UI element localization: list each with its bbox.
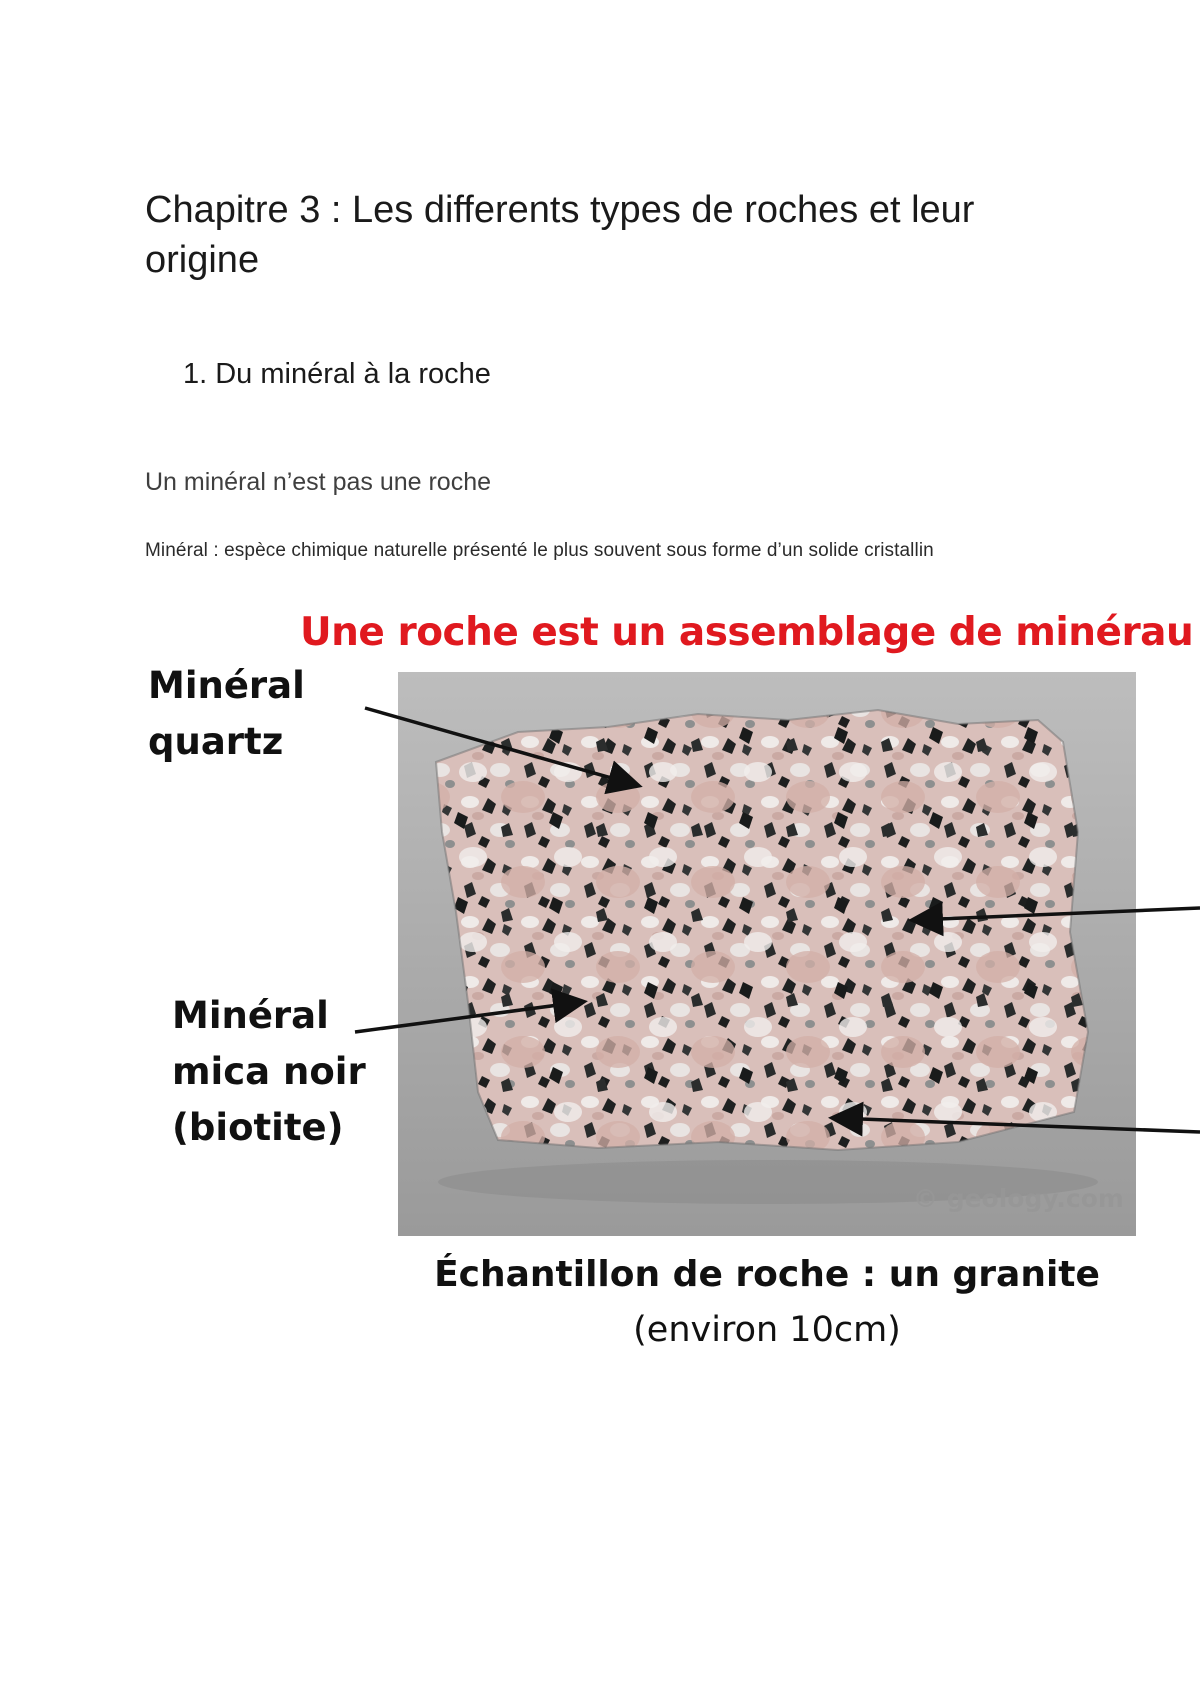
label-mica-line1: Minéral bbox=[172, 994, 329, 1037]
label-mica-line3: (biotite) bbox=[172, 1106, 344, 1149]
caption-sub: (environ 10cm) bbox=[633, 1310, 901, 1350]
subheading: Un minéral n’est pas une roche bbox=[145, 468, 492, 496]
definition-text: Minéral : espèce chimique naturelle présenté le plus souvent sous forme d’un solide cristallin bbox=[145, 540, 934, 561]
label-quartz-line2: quartz bbox=[148, 720, 284, 763]
figure-heading: Une roche est un assemblage de minérau bbox=[300, 610, 1194, 655]
granite-figure bbox=[140, 590, 1200, 1390]
label-mica-line2: mica noir bbox=[172, 1050, 366, 1093]
caption-main: Échantillon de roche : un granite bbox=[434, 1254, 1100, 1295]
label-quartz-line1: Minéral bbox=[148, 664, 305, 707]
watermark: © geology.com bbox=[913, 1184, 1124, 1213]
arrow-quartz bbox=[365, 708, 636, 785]
arrow-right-upper bbox=[915, 908, 1200, 920]
arrow-right-lower bbox=[835, 1118, 1200, 1132]
arrow-mica bbox=[355, 1002, 581, 1032]
section-heading: 1. Du minéral à la roche bbox=[183, 358, 491, 390]
chapter-title: Chapitre 3 : Les differents types de roches et leur origine bbox=[145, 189, 975, 281]
